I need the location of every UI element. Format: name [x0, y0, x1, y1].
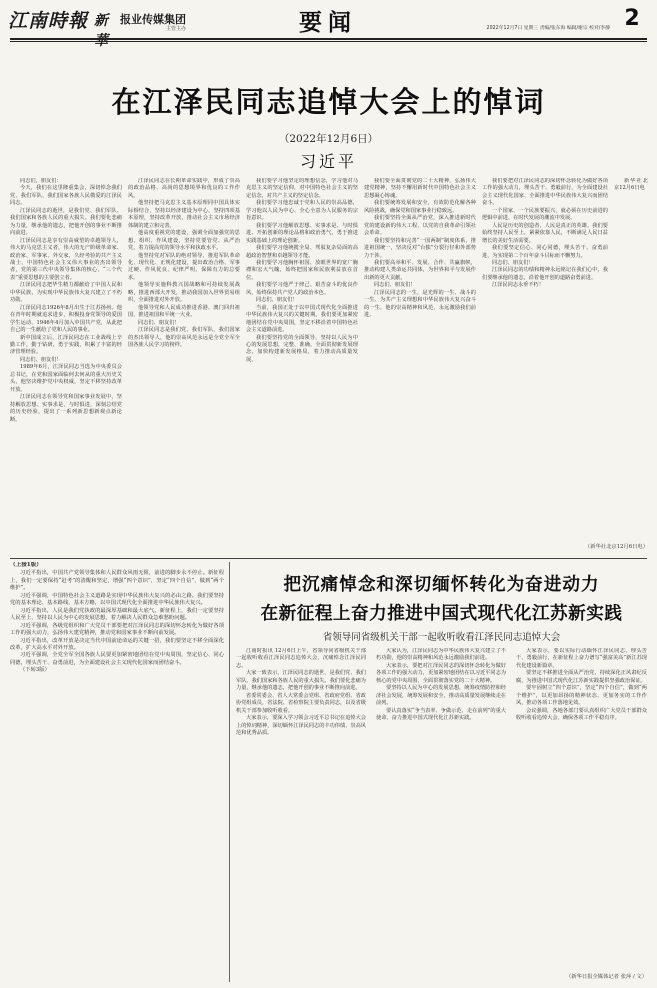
- paragraph: 江南时报讯 12月6日上午，省领导同省级机关干部一起收听收看江泽民同志追悼大会，沉痛悼念江泽民同志。: [236, 648, 366, 669]
- paragraph: 他高度重视党的建设，强调全面加强党的思想、组织、作风建设，坚持党要管党、从严治党，着力提高党的领导水平和执政水平。: [128, 230, 240, 252]
- paragraph: 我们要高举和平、发展、合作、共赢旗帜，推动构建人类命运共同体，为世界和平与发展作出新的更大贡献。: [364, 259, 476, 281]
- article2-column-1: [236, 648, 366, 968]
- paragraph: 大家认为，江泽民同志为中华民族伟大复兴建立了不朽功勋，他的崇高精神和风范永远激励我们前进。: [376, 648, 506, 662]
- article2-column-3: [516, 648, 647, 968]
- paragraph: 同志们、朋友们！: [374, 282, 416, 289]
- paragraph: 省委常委会、省人大常委会党组、省政府党组、省政协党组成员，省法院、省检察院主要负责同志，以及省级机关干部参加收听收看。: [236, 692, 366, 714]
- column-divider: [229, 562, 230, 982]
- article2-column-2: [376, 648, 506, 968]
- article-date: （2022年12月6日）: [278, 133, 379, 145]
- paragraph: 同志们，朋友们：: [20, 178, 62, 184]
- group-logo: [94, 8, 199, 36]
- paragraph: 习近平强调，全党全军全国各族人民要更加紧密地团结在党中央周围，坚定信心、同心同德，埋头苦干、奋勇前进，为全面建设社会主义现代化国家而团结奋斗。: [10, 652, 224, 666]
- paragraph: 他坚持把马克思主义基本原理同中国具体实际相结合，坚持以经济建设为中心，坚持四项基本原理，坚持改革开放，推动社会主义市场经济体制的建立和完善。: [128, 200, 240, 229]
- article-column-6: [614, 178, 648, 554]
- paragraph: 我们要学习他坚定的理想信念，学习他对马克思主义的坚定信仰，对中国特色社会主义的坚定信念，对共产主义的坚定信念。: [246, 178, 358, 199]
- paragraph: 要坚定不移推进全面从严治党，持续深化正风肃纪反腐，为推进中国式现代化江苏新实践提供坚强政治保证。: [516, 670, 647, 684]
- sidebar-continuation: [10, 562, 224, 982]
- section-title: 要闻: [299, 9, 357, 36]
- paragraph: 会议强调，各地各部门要认真组织广大党员干部群众收听收看追悼大会，确保各项工作平稳有序。: [516, 707, 647, 722]
- paragraph: 我们要坚持全面从严治党，深入推进新时代党的建设新的伟大工程，以党的自我革命引领社会革命。: [364, 215, 476, 237]
- paragraph: 我们要学习他严于律己、艰苦奋斗的优良作风，始终保持共产党人的政治本色。: [246, 282, 358, 296]
- article-headline: 在江泽民同志追悼大会上的悼词: [111, 85, 546, 119]
- paragraph: 江泽民同志在长期革命实践中，形成了崇高的政治品格、高尚的思想境界和优良的工作作风。: [128, 178, 240, 199]
- article-column-3: [246, 178, 358, 554]
- paragraph: 要坚持以人民为中心的发展思想，统筹疫情防控和经济社会发展，统筹发展和安全，推动高质量发展继续走在前列。: [376, 685, 506, 707]
- article2-headline-line2: 在新征程上奋力推进中国式现代化江苏新实践: [260, 604, 623, 624]
- article-column-5: [482, 178, 608, 554]
- paragraph: 江泽民同志把毕生精力都献给了中国人民和中华民族，为实现中华民族伟大复兴建立了不朽功勋。: [10, 282, 122, 304]
- paragraph: 我们要坚持和完善“一国两制”制度体系，推进祖国统一，坚决反对“台独”分裂行径和外部势力干涉。: [364, 237, 476, 259]
- article-column-4: [364, 178, 476, 522]
- paragraph: 习近平指出，中国共产党领导集体和人民群众风雨无阻，前进的脚步永不停止。新征程上，我们一定要保持“赶考”的清醒和坚定，增强“四个意识”，坚定“四个自信”，做到“两个维护”。: [10, 570, 224, 592]
- paragraph: 江泽民同志的功绩和精神永远铭记在我们心中，我们要继承他的遗志，沿着他开创的道路奋勇前进。: [482, 267, 608, 281]
- paragraph: 同志们、朋友们！: [138, 319, 180, 326]
- paragraph: 新华社北京12月6日电: [614, 178, 648, 192]
- masthead: [0, 0, 657, 46]
- paragraph: 他坚持党对军队的绝对领导，推进军队革命化、现代化、正规化建设，提出政治合格、军事过硬、作风优良、纪律严明、保障有力的总要求。: [128, 252, 240, 281]
- group-mark: 新: [94, 13, 108, 29]
- paragraph: 要牢固树立“四个意识”，坚定“四个自信”，做到“两个维护”，以更加昂扬的精神状态、更加务实的工作作风，推动各项工作落地见效。: [516, 685, 647, 707]
- paragraph: 习近平强调，中国特色社会主义道路是实现中华民族伟大复兴的必由之路。我们要坚持党的基本理论、基本路线、基本方略，以中国式现代化全面推进中华民族伟大复兴。: [10, 592, 224, 607]
- paragraph: 他领导党和人民成功推进香港、澳门回归祖国，推进祖国和平统一大业。: [128, 304, 240, 319]
- paragraph: 江泽民同志是享有崇高威望的卓越领导人，伟大的马克思主义者，伟大的无产阶级革命家、政治家、军事家、外交家，久经考验的共产主义战士，中国特色社会主义伟大事业的杰出领导者，党的第三代中央领导集体的核心，“三个代表”重要思想的主要创立者。: [10, 237, 122, 281]
- paragraph: 大家表示，要以实际行动缅怀江泽民同志，埋头苦干、勇毅前行，在新征程上奋力谱写“强富美高”新江苏现代化建设新篇章。: [516, 648, 647, 669]
- article-column-2: [128, 178, 240, 522]
- article2-subhead: 省领导同省级机关干部一起收听收看江泽民同志追悼大会: [322, 632, 561, 643]
- paragraph: 一个国家、一个民族要振兴，就必须在历史前进的逻辑中前进，在时代发展的潮流中发展。: [482, 207, 608, 222]
- section-divider: [10, 558, 647, 559]
- paragraph: 江泽民同志1926年8月出生于江苏扬州。他在青年时期就追求进步，积极投身党领导的爱国学生运动，1946年4月加入中国共产党，从此把自己的一生献给了党和人民的事业。: [10, 304, 122, 334]
- paragraph: 我们要学习他忠诚于党和人民的崇高品德，学习他以人民为中心、全心全意为人民服务的宗旨意识。: [246, 200, 358, 222]
- paragraph: 同志们、朋友们！: [256, 297, 298, 304]
- paragraph: 江泽民同志的逝世，是我们党、我们军队、我们国家和各族人民的重大损失。我们要化悲痛为力量，继承他的遗志，把他开创的事业不断推向前进。: [10, 207, 122, 237]
- article-credit: （新华社北京12月6日电）: [584, 544, 648, 550]
- paragraph: 江泽民同志的一生，是光辉的一生、战斗的一生、为共产主义理想和中华民族伟大复兴奋斗的一生。他的崇高精神和风范，永远激励我们前进。: [364, 289, 476, 319]
- paragraph: 我们要学习他统揽全局、驾驭复杂局面的高超政治智慧和卓越领导才能。: [246, 245, 358, 259]
- paragraph: 要认真落实“争当表率、争做示范、走在前列”的重大使命，奋力推进中国式现代化江苏新实践。: [376, 707, 506, 722]
- paragraph: 同志们、朋友们！: [20, 356, 62, 363]
- paragraph: 习近平指出，人民是我们党执政的最深厚基础和最大底气。新征程上，我们一定要坚持人民至上，坚持以人民为中心的发展思想，着力解决人民群众急难愁盼问题。: [10, 607, 224, 622]
- sidebar-head: （上接1版）: [10, 562, 42, 568]
- paragraph: 大家表示，要深入学习领会习近平总书记在追悼大会上的悼词精神，深切缅怀江泽民同志的丰功伟绩、崇高风范和优秀品质。: [236, 715, 366, 736]
- paragraph: 我们要统筹发展和安全，有效防范化解各种风险挑战，确保党和国家事业行稳致远。: [364, 200, 476, 214]
- masthead-rule-thin: [10, 41, 647, 42]
- masthead-rule: [10, 38, 647, 40]
- article2-credit: （新华日报全媒体记者 张萍 / 文）: [566, 974, 647, 980]
- paragraph: 他领导实施科教兴国战略和可持续发展战略，推进西部大开发，推动我国加入世界贸易组织，全面推进对外开放。: [128, 282, 240, 304]
- article2-headline-line1: 把沉痛悼念和深切缅怀转化为奋进动力: [283, 575, 600, 595]
- paragraph: 今天，我们在这里隆重集会，深切悼念我们党、我们军队、我们国家各族人民敬爱的江泽民同志。: [10, 185, 122, 207]
- paragraph: 大家表示，要把对江泽民同志的深切怀念转化为做好各项工作的强大动力，更加紧密地团结在以习近平同志为核心的党中央周围，全面贯彻落实党的二十大精神。: [376, 662, 506, 684]
- paragraph: 我们要坚持党的全面领导，坚持以人民为中心的发展思想，完整、准确、全面贯彻新发展理念，加快构建新发展格局，着力推动高质量发展。: [246, 334, 358, 363]
- paragraph: 我们要学习他解放思想、实事求是、与时俱进、开拓创新的理论品格和政治勇气，勇于推进实践基础上的理论创新。: [246, 222, 358, 244]
- paragraph: 我们要把对江泽民同志的深切怀念转化为做好各项工作的强大动力，埋头苦干、勇毅前行，为全面建设社会主义现代化国家、全面推进中华民族伟大复兴而团结奋斗。: [482, 178, 608, 207]
- paragraph: 1989年6月，江泽民同志当选为中央委员会总书记，在党和国家面临何去何从的重大历史关头，他坚决维护党中央权威，坚定不移坚持改革开放。: [10, 364, 122, 393]
- paragraph: 我们要坚定信心、同心同德，埋头苦干、奋勇前进，为实现第二个百年奋斗目标而不懈努力。: [482, 245, 608, 259]
- article-author: 习近平: [299, 152, 357, 171]
- paragraph: 江泽民同志是我们党、我们军队、我们国家的杰出领导人，他的崇高风范永远是全党全军全国各族人民学习的榜样。: [128, 327, 240, 348]
- paragraph: 人民是历史的创造者，人民是真正的英雄。我们要始终坚持人民至上，紧紧依靠人民，不断满足人民日益增长的美好生活需要。: [482, 222, 608, 244]
- paragraph: 习近平强调，各级党组织和广大党员干部要把对江泽民同志的深切怀念转化为做好各项工作的强大动力，弘扬伟大建党精神，推动党和国家事业不断向前发展。: [10, 622, 224, 637]
- paragraph: 江泽民同志在领导党和国家事业发展中，坚持解放思想、实事求是，与时俱进，深刻总结党的历史经验，提出了一系列新思想新观点新论断。: [10, 394, 122, 423]
- paragraph: 大家一致表示，江泽民同志的逝世，是我们党、我们军队、我们国家和各族人民的重大损失。我们要化悲痛为力量，继承他的遗志，把他开创的事业不断推向前进。: [236, 670, 366, 692]
- paragraph: （下转3版）: [20, 667, 50, 674]
- paragraph: 当前，我国正处于以中国式现代化全面推进中华民族伟大复兴的关键时期。我们要更加紧密地团结在党中央周围，坚定不移沿着中国特色社会主义道路前进。: [246, 304, 358, 334]
- paper-logo: 江南時報: [8, 10, 89, 32]
- paragraph: 同志们、朋友们！: [492, 259, 534, 266]
- issue-info: 2022年12月7日 星期三 责编/张东海 编辑/谢宗 校对/李静: [486, 26, 610, 31]
- group-sub: 主管主办: [166, 26, 187, 32]
- paragraph: 新中国成立后，江泽民同志在工业战线上辛勤工作，勤于钻研，勇于实践，积累了丰富的经济管理经验。: [10, 334, 122, 356]
- group-name: 报业传媒集团: [120, 13, 186, 26]
- page-number: 2: [624, 6, 640, 31]
- paragraph: 江泽民同志永垂不朽！: [492, 282, 544, 289]
- paragraph: 我们要学习他胸怀祖国、放眼世界的宽广胸襟和宏大气魄，始终把国家和民族利益放在首位。: [246, 259, 358, 281]
- article-column-1: [10, 178, 122, 554]
- paragraph: 我们要全面贯彻党的二十大精神，弘扬伟大建党精神，坚持不懈用新时代中国特色社会主义思想凝心铸魂。: [364, 178, 476, 199]
- paragraph: 习近平指出，改革开放是决定当代中国前途命运的关键一招，我们要坚定不移全面深化改革，扩大高水平对外开放。: [10, 637, 224, 651]
